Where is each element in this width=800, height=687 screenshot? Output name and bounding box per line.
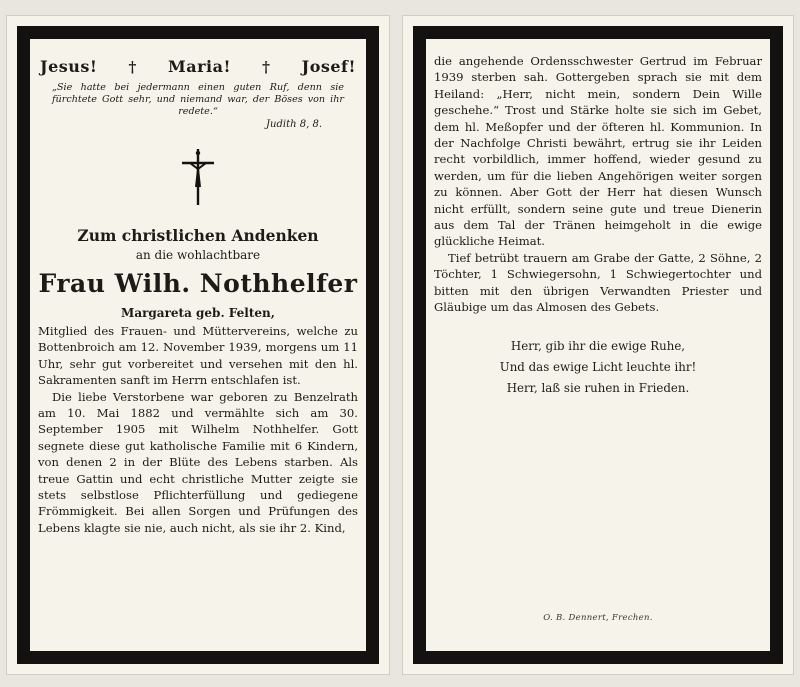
left-paragraph-1: Mitglied des Frauen- und Müttervereins, welche zu Bottenbroich am 12. November 1939, morgens um 11 Uhr, sehr gut vorbereitet und versehen mit den hl. Sakramenten sanft im Herrn entschlafen ist. [38,324,358,388]
left-card-content [30,39,366,651]
printer-imprint: O. B. Dennert, Frechen. [543,613,653,623]
invocation-jesus: Jesus! [40,57,98,76]
prayer-line-3: Herr, laß sie ruhen in Frieden. [506,380,690,395]
deceased-name: Frau Wilh. Nothhelfer [38,269,358,298]
invocation-line [38,57,358,76]
left-body-text [38,323,358,536]
prayer-line-1: Herr, gib ihr die ewige Ruhe, [510,338,686,353]
left-paragraph-2: Die liebe Verstorbene war geboren zu Benzelrath am 10. Mai 1882 und vermählte sich am 30. September 1905 mit Wilhelm Nothhelfer. Gott segnete diese gut katholische Familie mit 6 Kindern, von denen 2 in der Blüte des Lebens starben. Als treue Gattin und echt christliche Mutter zeigte sie stets selbstlose Pflichterfüllung und gediegene Frömmigkeit. Bei allen Sorgen und Prüfungen des Lebens klagte sie nie, auch nicht, als sie ihr 2. Kind, [38,389,358,535]
crucifix-icon [178,147,218,209]
right-paragraph-2: Tief betrübt trauern am Grabe der Gatte, 2 Söhne, 2 Töchter, 1 Schwiegersohn, 1 Schwiegertochter und bitten mit den übrigen Verwandten Priester und Gläubige um das Almosen des Gebets. [434,250,762,315]
right-card-content [426,39,770,651]
left-mourning-border [17,26,379,664]
prayer-line-2: Und das ewige Licht leuchte ihr! [499,359,697,374]
cross-mark-1: † [128,57,137,76]
right-paragraph-1: die angehende Ordensschwester Gertrud im Februar 1939 sterben sah. Gottergeben sprach sie mit dem Heiland: „Herr, nicht mein, sondern Dein Wille geschehe.“ Trost und Stärke holte sie sich im Gebet, dem hl. Meßopfer und der öfteren hl. Kommunion. In der Nachfolge Christi bewährt, ertrug sie ihr Leiden recht vorbildlich, immer hoffend, wieder gesund zu werden, um für die lieben Angehörigen weiter sorgen zu können. Aber Gott der Herr hat diesen Wunsch nicht erfüllt, sondern seine gute und treue Dienerin aus dem Tal der Tränen heimgeholt in die ewige glückliche Heimat. [434,54,762,249]
maiden-name: Margareta geb. Felten, [121,306,275,320]
bible-quote-reference: Judith 8, 8. [266,119,322,130]
memorial-subheading: an die wohlachtbare [135,248,261,262]
closing-prayer [434,336,762,399]
right-body-text [434,53,762,316]
left-card-panel [6,15,390,675]
bible-quote: „Sie hatte bei jedermann einen guten Ruf, denn sie fürchtete Gott sehr, und niemand war, der Böses von ihr redete.“ [52,82,344,117]
invocation-maria: Maria! [168,57,232,76]
invocation-josef: Josef! [301,57,356,76]
right-card-panel [402,15,794,675]
cross-mark-2: † [262,57,271,76]
right-mourning-border [413,26,783,664]
memorial-heading: Zum christlichen Andenken [77,226,319,245]
